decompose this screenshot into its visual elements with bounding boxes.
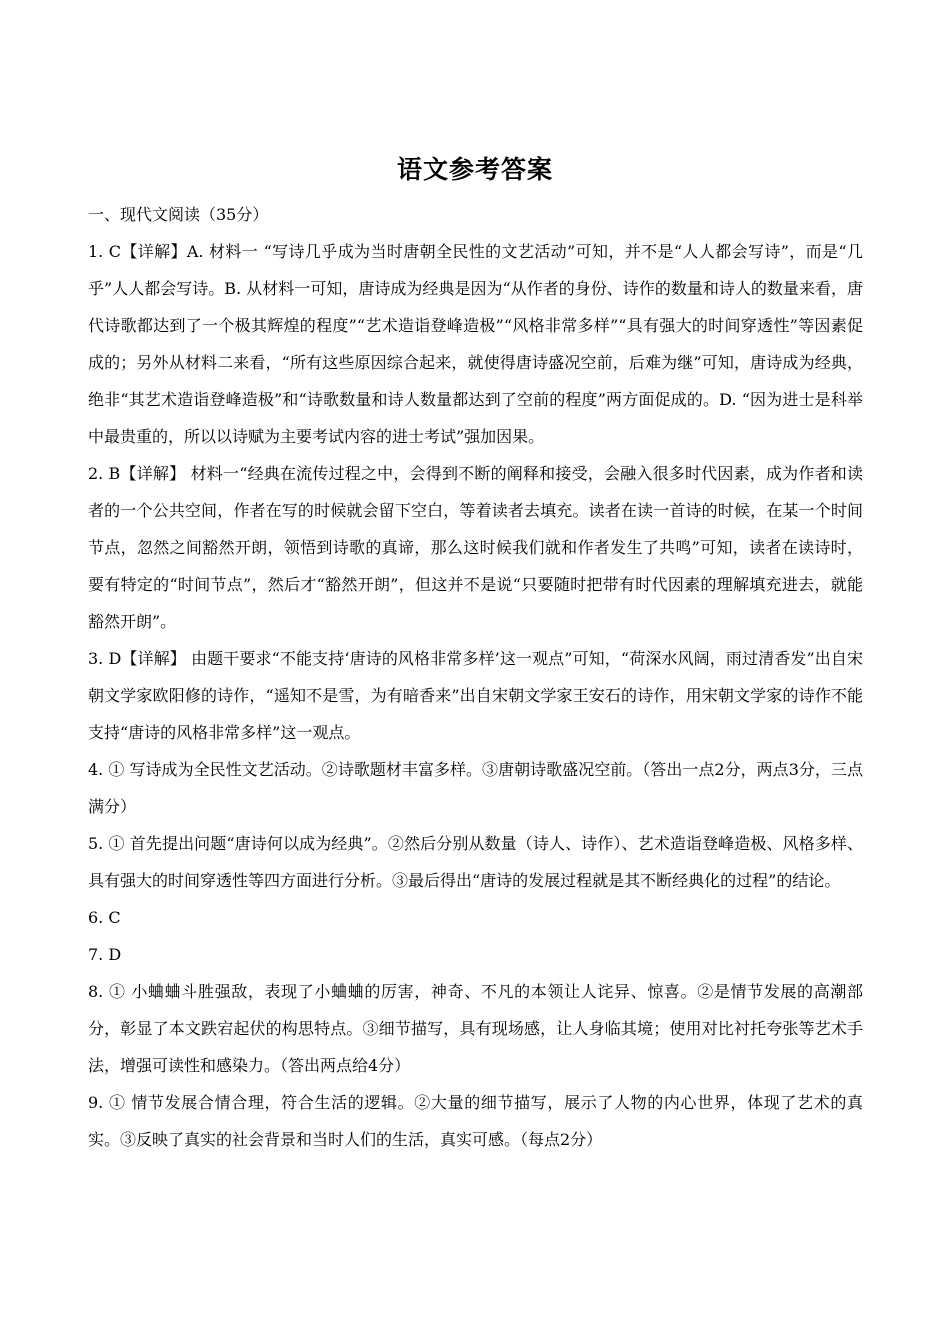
answer-4: 4. ① 写诗成为全民性文艺活动。②诗歌题材丰富多样。③唐朝诗歌盛况空前。（答出一点2分，两点3分，三点满分）	[88, 760, 863, 816]
answer-7: 7. D	[88, 945, 122, 964]
answer-6: 6. C	[88, 908, 121, 927]
answer-8: 8. ① 小蛐蛐斗胜强敌，表现了小蛐蛐的厉害，神奇、不凡的本领让人诧异、惊喜。②是情节发展的高潮部分，彰显了本文跌宕起伏的构思特点。③细节描写，具有现场感，让人身临其境；使用对比衬托夸张等艺术手法，增强可读性和感染力。（答出两点给4分）	[88, 982, 863, 1075]
page-title: 语文参考答案	[396, 155, 553, 184]
section-heading: 一、现代文阅读（35分）	[88, 205, 269, 224]
answer-body	[88, 196, 863, 1158]
answer-1: 1. C【详解】A. 材料一 “写诗几乎成为当时唐朝全民性的文艺活动”可知，并不是“人人都会写诗”，而是“几乎”人人都会写诗。B. 从材料一可知，唐诗成为经典是因为“从作者的身份、诗作的数量和诗人的数量来看，唐代诗歌都达到了一个极其辉煌的程度”“艺术造诣登峰造极”“风格非常多样”“具有强大的时间穿透性”等因素促成的；另外从材料二来看，“所有这些原因综合起来，就使得唐诗盛况空前，后难为继”可知，唐诗成为经典，绝非“其艺术造诣登峰造极”和“诗歌数量和诗人数量都达到了空前的程度”两方面促成的。D. “因为进士是科举中最贵重的，所以以诗赋为主要考试内容的进士考试”强加因果。	[88, 242, 863, 446]
answer-9: 9. ① 情节发展合情合理，符合生活的逻辑。②大量的细节描写，展示了人物的内心世界，体现了艺术的真实。③反映了真实的社会背景和当时人们的生活，真实可感。（每点2分）	[88, 1093, 863, 1149]
answer-2: 2. B【详解】 材料一“经典在流传过程之中，会得到不断的阐释和接受，会融入很多时代因素，成为作者和读者的一个公共空间，作者在写的时候就会留下空白，等着读者去填充。读者在读一首诗的时候，在某一个时间节点，忽然之间豁然开朗，领悟到诗歌的真谛，那么这时候我们就和作者发生了共鸣”可知，读者在读诗时，要有特定的“时间节点”，然后才“豁然开朗”，但这并不是说“只要随时把带有时代因素的理解填充进去，就能豁然开朗”。	[88, 464, 863, 631]
answer-5: 5. ① 首先提出问题“唐诗何以成为经典”。②然后分别从数量（诗人、诗作）、艺术造诣登峰造极、风格多样、具有强大的时间穿透性等四方面进行分析。③最后得出“唐诗的发展过程就是其不断经典化的过程”的结论。	[88, 834, 863, 890]
answer-3: 3. D【详解】 由题干要求“不能支持‘唐诗的风格非常多样’这一观点”可知，“荷深水风阔，雨过清香发”出自宋朝文学家欧阳修的诗作，“遥知不是雪，为有暗香来”出自宋朝文学家王安石的诗作，用宋朝文学家的诗作不能支持“唐诗的风格非常多样”这一观点。	[88, 649, 863, 742]
